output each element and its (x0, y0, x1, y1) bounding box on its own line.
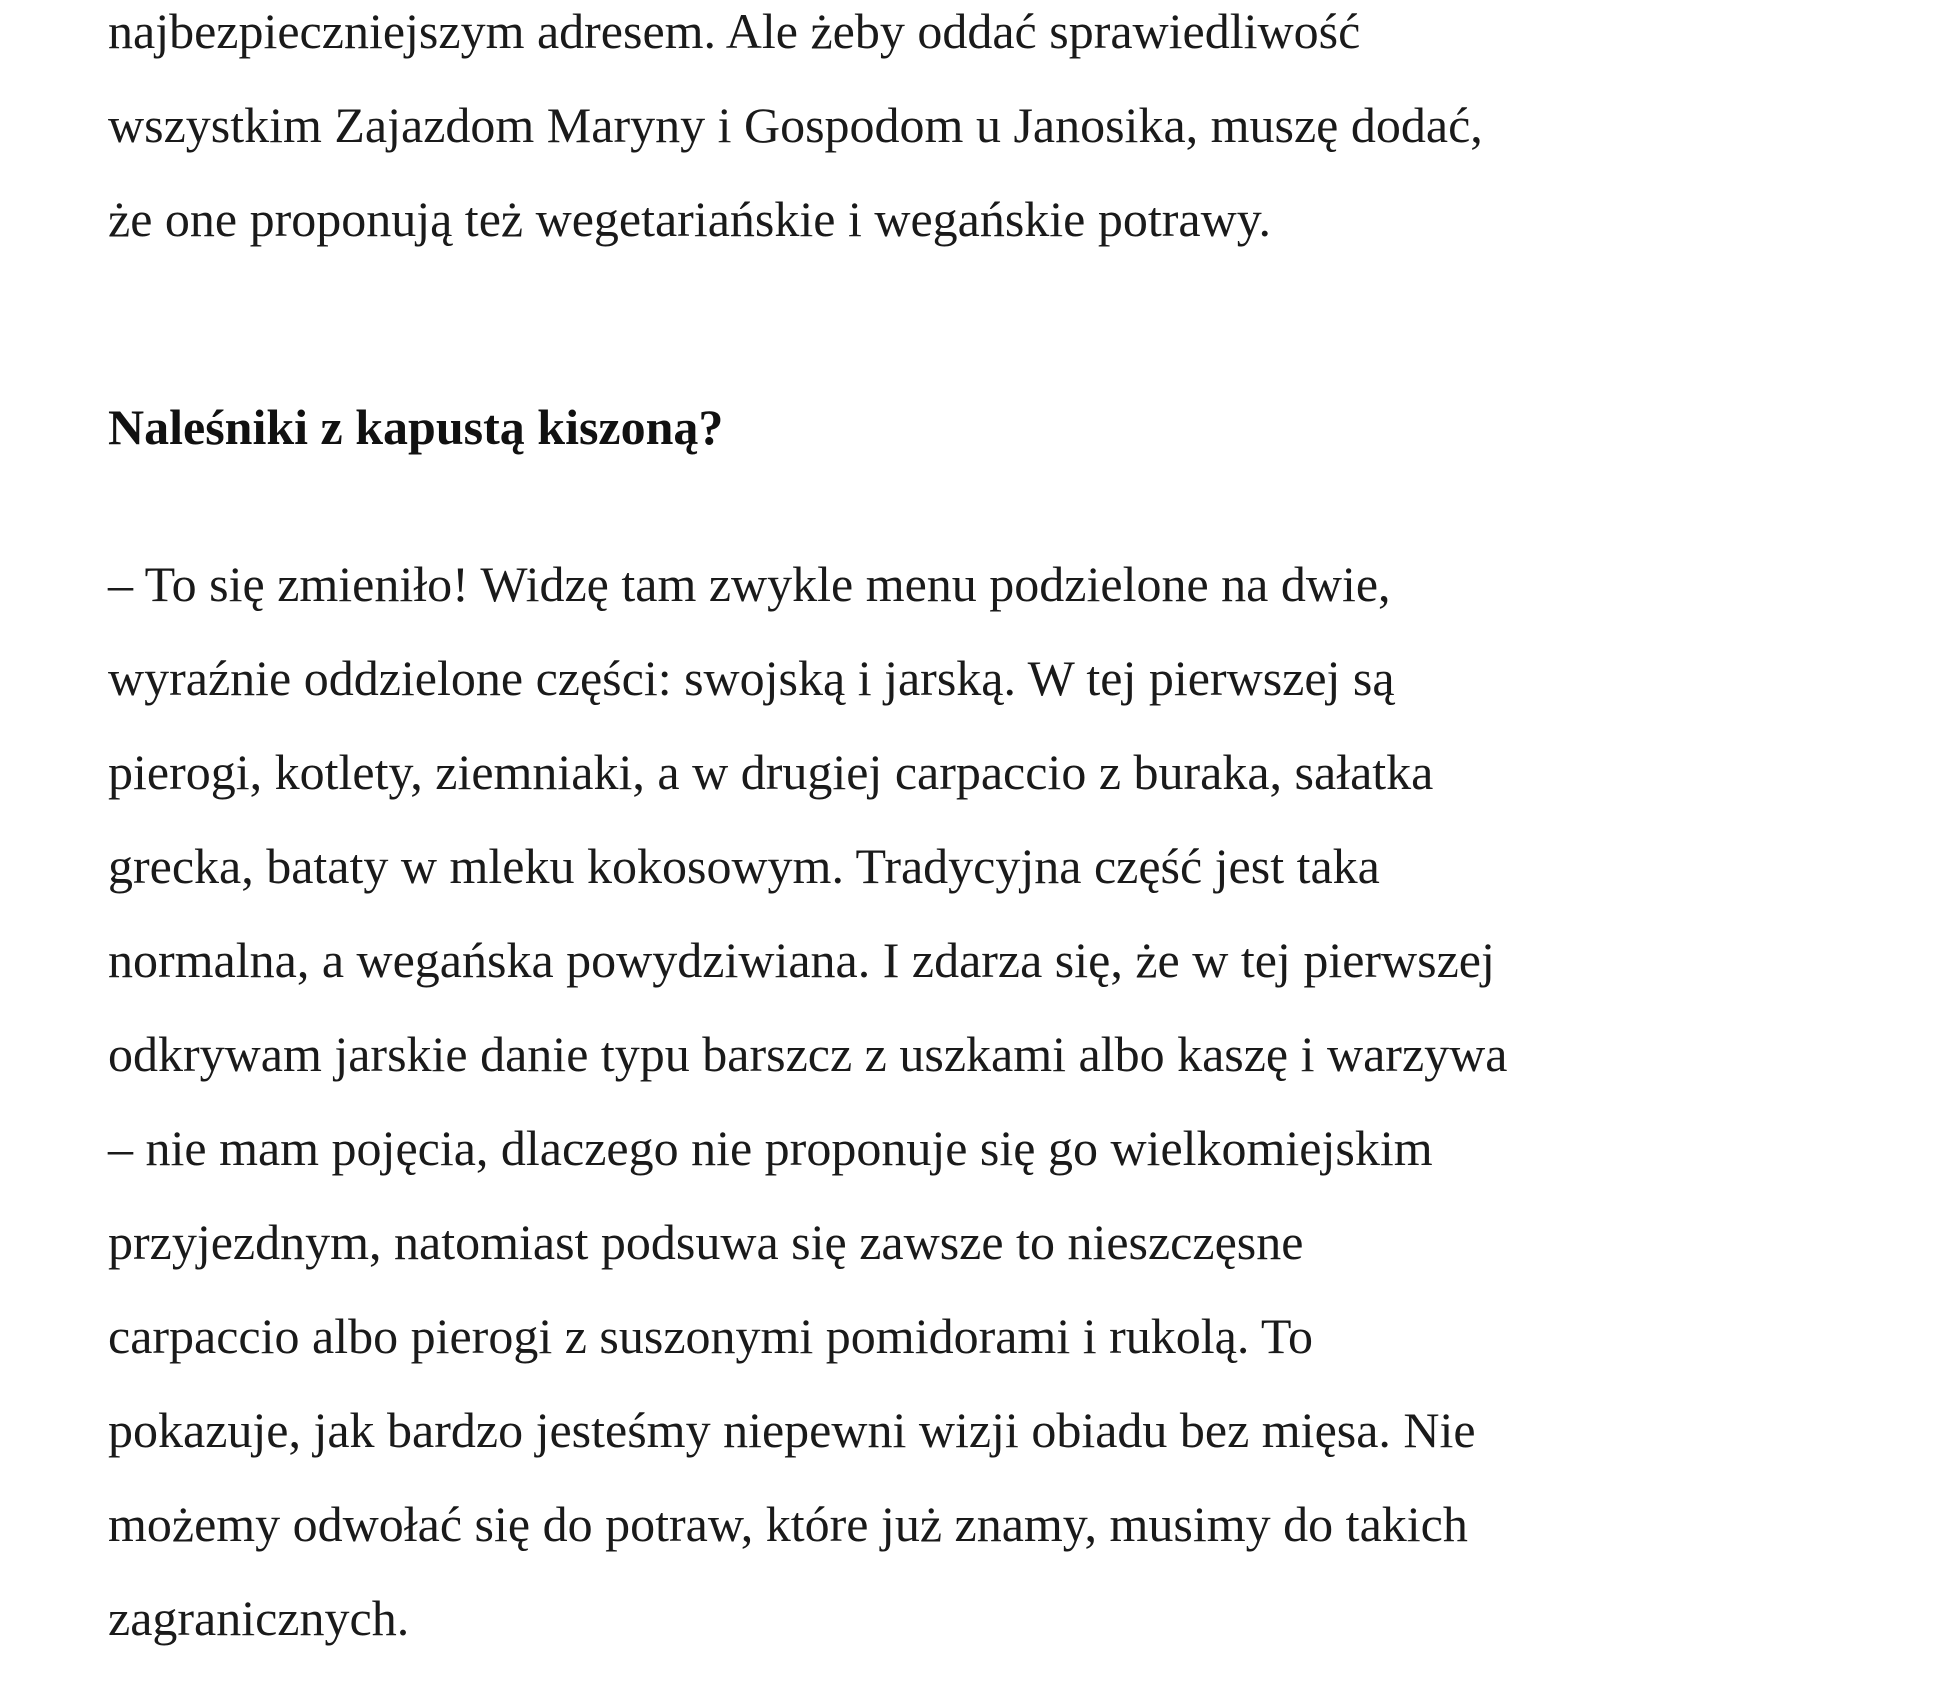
paragraph-line: zagranicznych. (108, 1590, 410, 1646)
section-heading: Naleśniki z kapustą kiszoną? (108, 399, 724, 455)
paragraph-line: wyraźnie oddzielone części: swojską i jarską. W tej pierwszej są (108, 650, 1395, 706)
paragraph-line: pierogi, kotlety, ziemniaki, a w drugiej carpaccio z buraka, sałatka (108, 744, 1434, 800)
paragraph-line: wszystkim Zajazdom Maryny i Gospodom u Janosika, muszę dodać, (108, 97, 1483, 153)
body-paragraph (108, 537, 1507, 1665)
paragraph-line: możemy odwołać się do potraw, które już znamy, musimy do takich (108, 1496, 1468, 1552)
paragraph-line: najbezpieczniejszym adresem. Ale żeby oddać sprawiedliwość (108, 3, 1361, 59)
paragraph-line: normalna, a wegańska powydziwiana. I zdarza się, że w tej pierwszej (108, 932, 1495, 988)
paragraph-line: – nie mam pojęcia, dlaczego nie proponuje się go wielkomiejskim (108, 1120, 1433, 1176)
intro-paragraph (108, 0, 1483, 266)
paragraph-line: że one proponują też wegetariańskie i wegańskie potrawy. (108, 191, 1271, 247)
paragraph-line: odkrywam jarskie danie typu barszcz z uszkami albo kaszę i warzywa (108, 1026, 1508, 1082)
paragraph-line: carpaccio albo pierogi z suszonymi pomidorami i rukolą. To (108, 1308, 1313, 1364)
paragraph-line: przyjezdnym, natomiast podsuwa się zawsze to nieszczęsne (108, 1214, 1304, 1270)
paragraph-line: grecka, bataty w mleku kokosowym. Tradycyjna część jest taka (108, 838, 1380, 894)
paragraph-line: pokazuje, jak bardzo jesteśmy niepewni wizji obiadu bez mięsa. Nie (108, 1402, 1476, 1458)
paragraph-line: – To się zmieniło! Widzę tam zwykle menu podzielone na dwie, (108, 556, 1391, 612)
